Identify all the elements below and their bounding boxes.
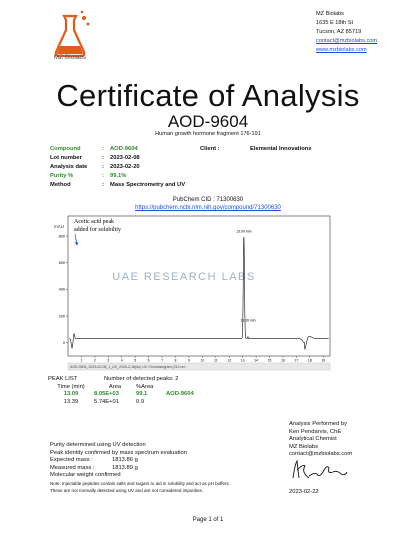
- expected-mass-label: Expected mass :: [50, 457, 93, 463]
- uv-chromatogram: [44, 212, 334, 372]
- peak-list: [48, 376, 206, 406]
- analyst-line: Analytical Chemist: [289, 436, 337, 442]
- annotation-line: Acetic acid peak: [74, 219, 114, 225]
- x-tick-label: 3: [107, 358, 110, 363]
- info-row-purity: Purity % : 99.1%: [50, 173, 127, 179]
- client-info: [200, 146, 312, 152]
- note-ms: Peak identity confirmed by mass spectrum evaluation: [50, 449, 187, 456]
- expected-mass-value: 1813.86 g: [112, 457, 138, 463]
- x-tick-label: 15: [267, 358, 272, 363]
- watermark-text: UAE RESEARCH LABS: [112, 271, 256, 283]
- pubchem-block: [0, 196, 416, 212]
- note-uv-impurities: These are not normally detected using UV and are not considered impurities.: [50, 488, 204, 493]
- analyst-line: Analysis Performed by: [289, 421, 347, 427]
- y-tick-label: 400: [58, 287, 65, 292]
- info-row-compound: Compound : AOD-9604: [50, 146, 138, 152]
- info-row-analysis-date: Analysis date : 2023-02-20: [50, 164, 140, 170]
- info-key: Purity %: [50, 173, 74, 179]
- measured-mass-label: Measured mass :: [50, 464, 95, 471]
- peak-pct: 99.1: [136, 391, 148, 397]
- y-axis: [59, 234, 68, 345]
- x-tick-label: 12: [227, 358, 232, 363]
- x-tick-label: 18: [307, 358, 312, 363]
- info-key: Analysis date: [50, 164, 88, 170]
- y-tick-label: 0: [62, 340, 65, 345]
- x-tick-label: 4: [120, 358, 123, 363]
- x-tick-label: 6: [147, 358, 150, 363]
- y-tick-label: 600: [58, 260, 65, 265]
- client-value: Elemental Innovations: [250, 146, 312, 152]
- lab-website-link[interactable]: www.mzbiolabs.com: [316, 47, 367, 53]
- info-value: 2023-02-08: [110, 155, 140, 161]
- analyst-block: [289, 421, 352, 459]
- page-number: Page 1 of 1: [192, 517, 224, 523]
- signature-date: 2023-02-22: [289, 489, 319, 495]
- table-row: [48, 391, 206, 399]
- x-tick-label: 1: [80, 358, 83, 363]
- header-area: Area: [108, 383, 122, 390]
- info-value: 2023-02-20: [110, 164, 140, 170]
- address-line: 1635 E 18th St: [316, 20, 354, 26]
- peak-area: 5.74E+01: [94, 398, 119, 405]
- info-row-lot: Lot number : 2023-02-08: [50, 155, 140, 161]
- peak-label: 13.09 min: [236, 229, 252, 234]
- peak-count: Number of detected peaks: 2: [104, 376, 179, 382]
- address-line: Tucson, AZ 85719: [316, 29, 362, 35]
- x-tick-label: 11: [213, 358, 218, 363]
- peak-list-title: PEAK LIST: [48, 376, 78, 382]
- x-tick-label: 17: [294, 358, 299, 363]
- analyst-line: MZ Biolabs: [289, 443, 318, 450]
- plot-frame: [68, 216, 330, 356]
- info-value: 99.1%: [110, 173, 127, 179]
- chromatogram-caption: AOD-9604_2023-02-08_1_UV_2026-2-16(Ac) UV Chromatogram (214 nm: [70, 365, 186, 369]
- y-tick-label: 200: [58, 314, 65, 319]
- x-tick-label: 19: [321, 358, 326, 363]
- x-tick-label: 14: [254, 358, 259, 363]
- table-row: [48, 399, 206, 407]
- info-row-method: Method : Mass Spectrometry and UV: [50, 182, 186, 188]
- y-unit-label: mAU: [54, 224, 64, 229]
- peak-area: 8.05E+03: [94, 391, 119, 397]
- peak-time: 13.39: [63, 398, 79, 405]
- note-mw: Molecular weight confirmed: [50, 472, 121, 478]
- pubchem-link[interactable]: https://pubchem.ncbi.nlm.nih.gov/compound/71300630: [135, 205, 281, 211]
- info-key: Method: [50, 182, 71, 188]
- x-tick-label: 2: [93, 358, 96, 363]
- page-title: Certificate of Analysis: [56, 78, 360, 113]
- peak-time: 13.09: [63, 391, 79, 397]
- x-tick-label: 13: [240, 358, 245, 363]
- analyst-line: Ken Pendarvis, ChE: [289, 428, 342, 435]
- product-description: Human growth hormone fragment 176-191: [155, 131, 261, 137]
- analyst-signature: [289, 458, 349, 482]
- note-uv: Purity determined using UV detection: [50, 442, 146, 448]
- note-salts: Note: Injectable peptides contain salts and sugars to aid in solubility and act as pH buffers.: [50, 480, 231, 486]
- peak-label: 13.39 min: [240, 318, 256, 323]
- product-name: AOD-9604: [167, 112, 249, 131]
- y-tick-label: 800: [58, 234, 65, 239]
- info-value: AOD-9604: [110, 146, 138, 152]
- measured-mass-value: 1813.89 g: [112, 464, 138, 471]
- client-label: Client :: [200, 146, 220, 152]
- x-tick-label: 10: [200, 358, 205, 363]
- x-tick-label: 16: [281, 358, 285, 363]
- peak-table-header: [48, 384, 206, 392]
- header-time: Time (min): [57, 383, 85, 390]
- x-tick-label: 9: [187, 358, 190, 363]
- analyst-email: contact@mzbiolabs.com: [289, 451, 353, 457]
- info-key: Compound: [50, 146, 81, 152]
- x-tick-label: 7: [161, 358, 164, 363]
- peak-pct: 0.9: [136, 398, 145, 405]
- peak-name: AOD-9604: [166, 391, 194, 397]
- x-axis: [80, 356, 325, 363]
- logo-text: MZ Biolabs: [53, 54, 87, 61]
- lab-address: [316, 10, 377, 55]
- header-pct: %Area: [136, 383, 154, 390]
- lab-email-link[interactable]: contact@mzbiolabs.com: [316, 38, 378, 44]
- x-tick-label: 5: [134, 358, 137, 363]
- x-tick-label: 8: [174, 358, 177, 363]
- notes-block: [50, 442, 230, 495]
- info-key: Lot number: [50, 155, 82, 161]
- address-line: MZ Biolabs: [316, 11, 344, 17]
- info-value: Mass Spectrometry and UV: [110, 182, 186, 188]
- annotation-line: added for solubility: [74, 227, 121, 233]
- pubchem-label: PubChem CID : 71300630: [172, 197, 244, 203]
